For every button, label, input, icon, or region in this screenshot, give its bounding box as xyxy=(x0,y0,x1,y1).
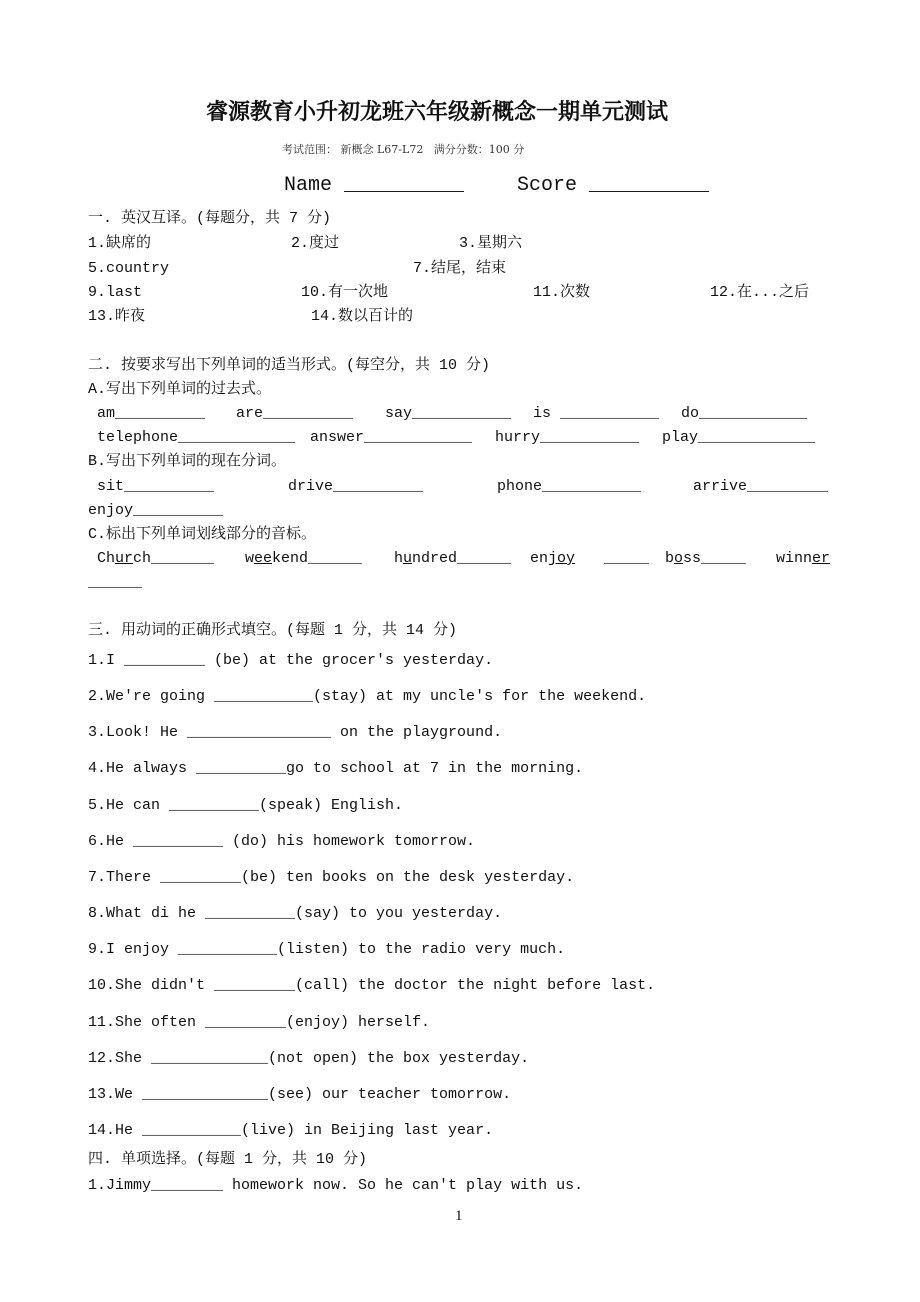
phonetic-item xyxy=(604,550,649,568)
question-item: 8.What di he __________(say) to you yesterday. xyxy=(88,905,503,923)
phonetic-item xyxy=(245,550,362,568)
question-item: 10.She didn't _________(call) the doctor the night before last. xyxy=(88,977,656,995)
question-item: 2.We're going ___________(stay) at my uncle's for the weekend. xyxy=(88,688,647,706)
fill-blank-item: play_____________ xyxy=(662,429,816,446)
word-part: ch_______ xyxy=(133,550,215,567)
question-item: 5.He can __________(speak) English. xyxy=(88,796,404,814)
word-part: en xyxy=(530,550,549,567)
question-item: 1.缺席的 xyxy=(88,235,152,252)
question-item: 12.在...之后 xyxy=(710,284,810,301)
section-heading: 四. 单项选择。(每题 1 分，共 10 分) xyxy=(88,1151,368,1168)
fill-blank-item: enjoy__________ xyxy=(88,502,224,519)
question-item: 3.星期六 xyxy=(459,235,523,252)
phonetic-item xyxy=(530,550,575,568)
underlined-part: ur xyxy=(115,550,134,567)
word-part: b xyxy=(665,550,675,567)
question-item: 14.数以百计的 xyxy=(311,308,414,325)
question-item: 12.She _____________(not open) the box yesterday. xyxy=(88,1049,530,1067)
question-item: 10.有一次地 xyxy=(301,284,389,301)
exam-subtitle: 考试范围： 新概念 L67-L72 满分分数：100 分 xyxy=(282,143,525,156)
score-field: Score __________ xyxy=(517,174,710,197)
word-part: winn xyxy=(776,550,813,567)
fill-blank-item: do____________ xyxy=(681,405,808,422)
question-item: 1.Jimmy________ homework now. So he can't play with us. xyxy=(88,1177,584,1194)
question-item: 9.I enjoy ___________(listen) to the radio very much. xyxy=(88,941,566,959)
underlined-part: joy xyxy=(548,550,576,567)
fill-blank-item: are__________ xyxy=(236,405,354,422)
fill-blank-item: say___________ xyxy=(385,405,512,422)
subsection-heading: B.写出下列单词的现在分词。 xyxy=(88,453,287,470)
word-part: kend______ xyxy=(272,550,363,567)
underlined-part: ee xyxy=(254,550,273,567)
question-item: 9.last xyxy=(88,284,143,301)
fill-blank-item: arrive_________ xyxy=(693,478,829,495)
question-item: 14.He ___________(live) in Beijing last year. xyxy=(88,1121,494,1139)
question-item: 7.There _________(be) ten books on the desk yesterday. xyxy=(88,868,575,886)
fill-blank-item: answer____________ xyxy=(310,429,473,446)
word-part: _____ xyxy=(604,550,650,567)
word-part: Ch xyxy=(97,550,116,567)
subsection-heading: C.标出下列单词划线部分的音标。 xyxy=(88,526,317,543)
question-item: 11.She often _________(enjoy) herself. xyxy=(88,1013,431,1031)
page-title: 睿源教育小升初龙班六年级新概念一期单元测试 xyxy=(205,99,668,125)
underlined-part: o xyxy=(674,550,684,567)
section-heading: 三. 用动词的正确形式填空。(每题 1 分，共 14 分) xyxy=(88,622,458,639)
fill-blank-item: sit__________ xyxy=(97,478,215,495)
question-item: 2.度过 xyxy=(291,235,340,252)
question-item: 1.I _________ (be) at the grocer's yesterday. xyxy=(88,652,494,669)
question-item: 5.country xyxy=(88,260,170,277)
subsection-heading: A.写出下列单词的过去式。 xyxy=(88,381,272,398)
section-heading: 二. 按要求写出下列单词的适当形式。(每空分，共 10 分) xyxy=(88,357,491,374)
word-part: ss_____ xyxy=(683,550,747,567)
fill-blank: ______ xyxy=(88,574,143,591)
word-part: h xyxy=(394,550,404,567)
name-field: Name __________ xyxy=(284,174,465,197)
phonetic-item xyxy=(776,550,830,568)
section-heading: 一. 英汉互译。(每题分，共 7 分) xyxy=(88,210,332,227)
phonetic-item xyxy=(665,550,746,568)
question-item: 4.He always __________go to school at 7 in the morning. xyxy=(88,760,584,778)
fill-blank-item: phone___________ xyxy=(497,478,642,495)
question-item: 6.He __________ (do) his homework tomorrow. xyxy=(88,832,476,850)
phonetic-item xyxy=(394,550,511,568)
question-item: 13.We ______________(see) our teacher tomorrow. xyxy=(88,1085,512,1103)
fill-blank-item: telephone_____________ xyxy=(97,429,296,446)
word-part: w xyxy=(245,550,255,567)
phonetic-item xyxy=(97,550,214,568)
fill-blank-item: am__________ xyxy=(97,405,206,422)
underlined-part: u xyxy=(403,550,413,567)
question-item: 13.昨夜 xyxy=(88,308,146,325)
page-number: 1 xyxy=(455,1208,463,1224)
question-item: 3.Look! He ________________ on the playground. xyxy=(88,724,503,742)
word-part: ndred______ xyxy=(412,550,512,567)
fill-blank-item: drive__________ xyxy=(288,478,424,495)
underlined-part: er xyxy=(812,550,831,567)
fill-blank-item: hurry___________ xyxy=(495,429,640,446)
question-item: 7.结尾，结束 xyxy=(413,260,507,277)
fill-blank-item: is ___________ xyxy=(533,405,660,422)
question-item: 11.次数 xyxy=(533,284,591,301)
